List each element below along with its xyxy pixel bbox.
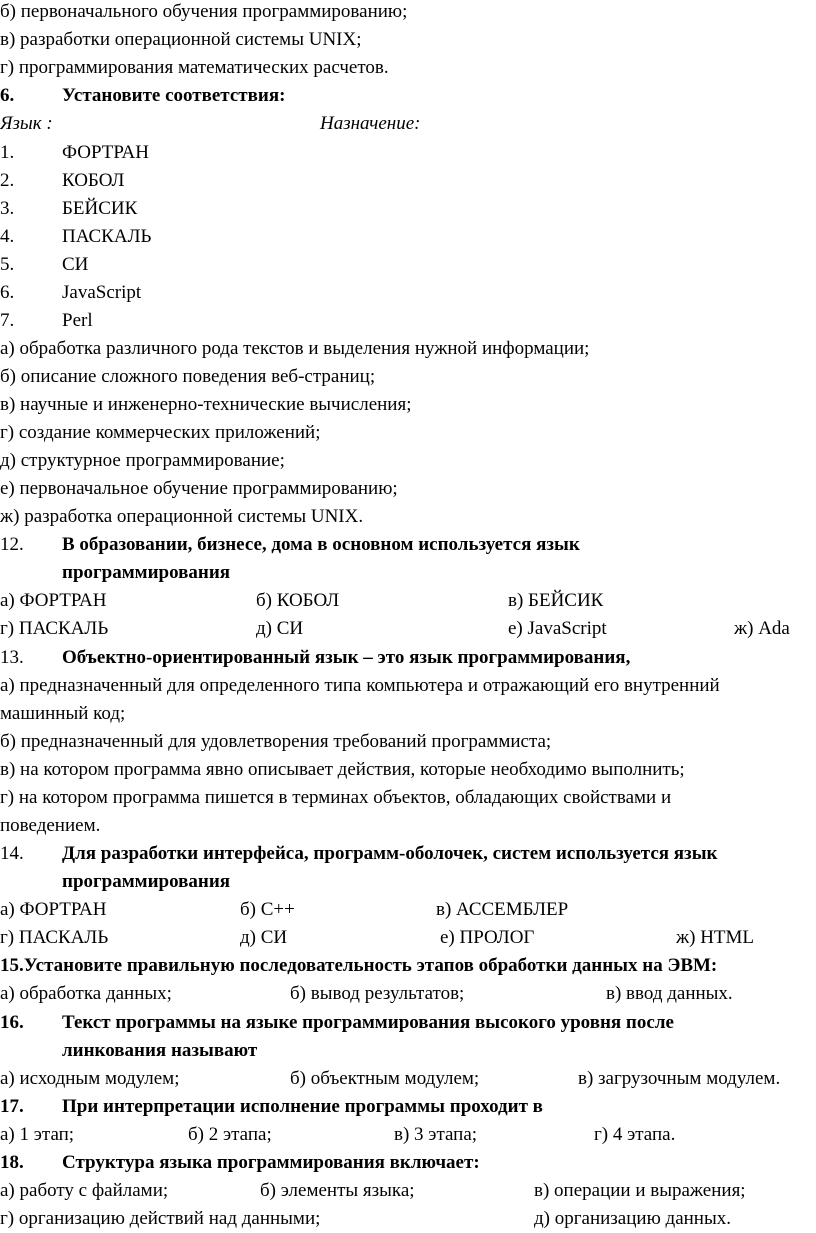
answer-option: в) на котором программа явно описывает действия, которые необходимо выполнить; [0,759,685,780]
answer-option: б) элементы языка; [260,1180,415,1201]
language-item-number: 6. [0,282,15,303]
answer-option: е) ПРОЛОГ [440,927,535,948]
purpose-item: г) создание коммерческих приложений; [0,422,321,443]
purpose-item: б) описание сложного поведения веб-страниц; [0,366,376,387]
question-16-title: Текст программы на языке программирования высокого уровня после [62,1012,674,1033]
language-item-name: JavaScript [62,282,142,303]
answer-option: в) загрузочным модулем. [578,1068,781,1089]
answer-option: д) СИ [256,618,304,639]
question-14-number: 14. [0,843,24,864]
answer-option: в) операции и выражения; [534,1180,746,1201]
answer-option: г) 4 этапа. [594,1124,676,1145]
column-header-language: Язык : [0,113,53,134]
prev-option-b: б) первоначального обучения программированию; [0,1,408,22]
answer-option: г) на котором программа пишется в терминах объектов, обладающих свойствами и [0,787,672,808]
answer-option: в) ввод данных. [606,983,733,1004]
answer-option: г) ПАСКАЛЬ [0,927,109,948]
answer-option: г) организацию действий над данными; [0,1208,321,1229]
language-item-number: 3. [0,198,15,219]
language-item-name: КОБОЛ [62,170,125,191]
answer-option: ж) HTML [676,927,755,948]
answer-option: а) ФОРТРАН [0,899,107,920]
question-13-title: Объектно-ориентированный язык – это язык программирования, [62,647,631,668]
question-6-title: Установите соответствия: [62,85,286,106]
purpose-item: д) структурное программирование; [0,450,285,471]
prev-option-v: в) разработки операционной системы UNIX; [0,29,362,50]
language-item-name: ПАСКАЛЬ [62,226,152,247]
answer-option: б) 2 этапа; [188,1124,272,1145]
language-item-name: БЕЙСИК [62,198,138,219]
answer-option: б) вывод результатов; [290,983,465,1004]
question-14-title-cont: программирования [62,871,231,892]
purpose-item: в) научные и инженерно-технические вычисления; [0,394,412,415]
question-18-number: 18. [0,1152,24,1173]
language-item-number: 7. [0,310,15,331]
prev-option-g: г) программирования математических расчетов. [0,57,389,78]
question-12-number: 12. [0,534,24,555]
answer-option: д) организацию данных. [534,1208,731,1229]
column-header-purpose: Назначение: [320,113,421,134]
question-17-title: При интерпретации исполнение программы проходит в [62,1096,543,1117]
language-item-name: ФОРТРАН [62,142,149,163]
language-item-name: Perl [62,310,93,331]
language-item-number: 5. [0,254,15,275]
answer-option: ж) Ada [734,618,790,639]
answer-option: б) С++ [240,899,295,920]
language-item-name: СИ [62,254,89,275]
language-item-number: 4. [0,226,15,247]
answer-option: а) ФОРТРАН [0,590,107,611]
answer-option: е) JavaScript [508,618,607,639]
language-item-number: 1. [0,142,15,163]
language-item-number: 2. [0,170,15,191]
purpose-item: е) первоначальное обучение программированию; [0,478,398,499]
question-16-number: 16. [0,1012,24,1033]
answer-option-cont: поведением. [0,815,101,836]
answer-option: б) предназначенный для удовлетворения требований программиста; [0,731,552,752]
question-16-title-cont: линкования называют [62,1040,258,1061]
question-13-number: 13. [0,647,24,668]
answer-option: б) объектным модулем; [290,1068,480,1089]
answer-option: а) 1 этап; [0,1124,75,1145]
question-18-title: Структура языка программирования включает: [62,1152,480,1173]
answer-option: а) работу с файлами; [0,1180,169,1201]
question-12-title-cont: программирования [62,562,231,583]
answer-option: а) исходным модулем; [0,1068,180,1089]
answer-option: в) АССЕМБЛЕР [436,899,569,920]
purpose-item: ж) разработка операционной системы UNIX. [0,506,364,527]
question-17-number: 17. [0,1096,24,1117]
answer-option: а) предназначенный для определенного типа компьютера и отражающий его внутренний [0,675,720,696]
answer-option: в) БЕЙСИК [508,590,604,611]
question-14-title: Для разработки интерфейса, программ-оболочек, систем используется язык [62,843,718,864]
question-12-title: В образовании, бизнесе, дома в основном используется язык [62,534,580,555]
answer-option: д) СИ [240,927,288,948]
answer-option: г) ПАСКАЛЬ [0,618,109,639]
answer-option: а) обработка данных; [0,983,172,1004]
purpose-item: а) обработка различного рода текстов и выделения нужной информации; [0,338,590,359]
answer-option-cont: машинный код; [0,703,126,724]
question-6-number: 6. [0,85,15,106]
question-15-title: 15.Установите правильную последовательность этапов обработки данных на ЭВМ: [0,955,718,976]
answer-option: в) 3 этапа; [394,1124,478,1145]
answer-option: б) КОБОЛ [256,590,340,611]
